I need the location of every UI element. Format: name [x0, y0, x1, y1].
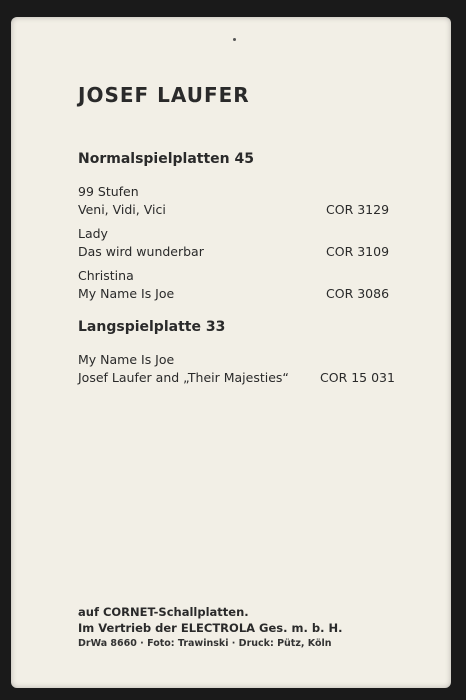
lp-catalog: COR 15 031: [320, 370, 395, 385]
record-3-catalog: COR 3086: [326, 286, 390, 301]
record-1-title-a: 99 Stufen: [78, 184, 139, 199]
record-1-title-b: Veni, Vidi, Vici: [78, 202, 166, 217]
lp-title: My Name Is Joe: [78, 352, 175, 367]
paper-speck: [233, 38, 236, 41]
record-2-title-a: Lady: [78, 226, 108, 241]
lp-artist-line: Josef Laufer and „Their Majesties“: [78, 370, 289, 385]
record-2-title-b: Das wird wunderbar: [78, 244, 204, 259]
footer-label-line: auf CORNET-Schallplatten.: [78, 605, 249, 619]
record-1-catalog: COR 3129: [326, 202, 390, 217]
record-3-title-a: Christina: [78, 268, 134, 283]
record-3-title-b: My Name Is Joe: [78, 286, 175, 301]
footer-distribution-line: Im Vertrieb der ELECTROLA Ges. m. b. H.: [78, 621, 343, 635]
record-2-catalog: COR 3109: [326, 244, 390, 259]
postcard: [11, 17, 451, 688]
lp-heading: Langspielplatte 33: [78, 319, 226, 335]
singles-heading: Normalspielplatten 45: [78, 151, 254, 167]
artist-name: JOSEF LAUFER: [78, 83, 250, 107]
footer-credits-line: DrWa 8660 · Foto: Trawinski · Druck: Pütz, Köln: [78, 638, 332, 649]
